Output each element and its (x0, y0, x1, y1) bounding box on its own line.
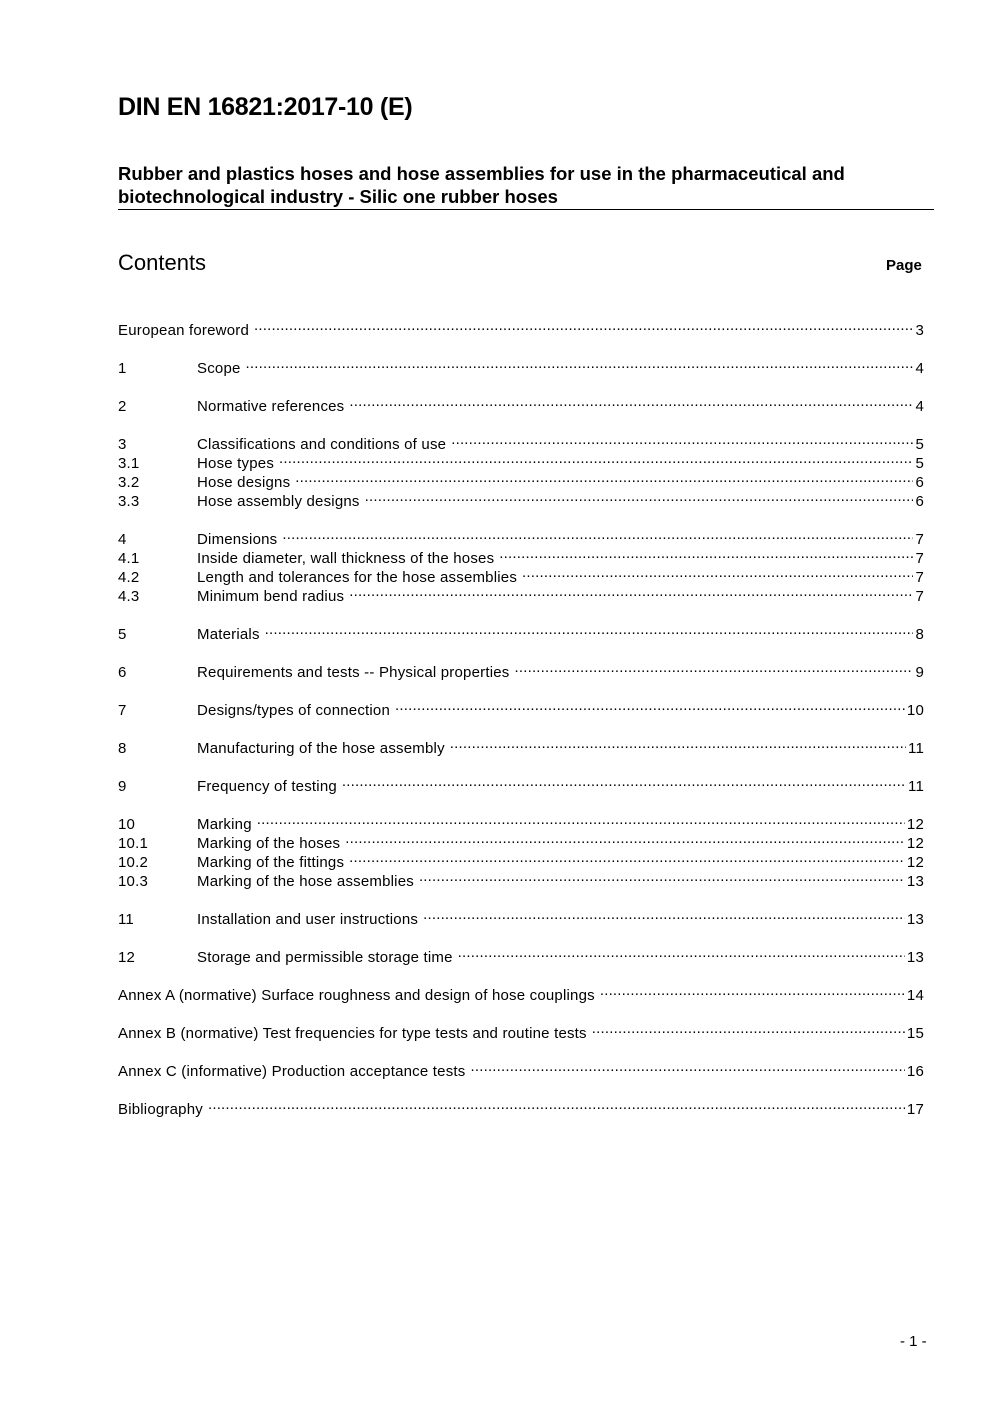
page-number: - 1 - (900, 1333, 927, 1350)
toc-entry-number: 4.3 (118, 588, 140, 605)
toc-entry-number: 8 (118, 740, 127, 757)
toc-leader (345, 829, 905, 848)
toc-entry-number: 7 (118, 702, 127, 719)
document-subtitle (118, 162, 934, 210)
toc-entry-page: 4 (915, 360, 924, 377)
toc-entry-page: 13 (906, 873, 924, 890)
toc-entry-title: Annex C (informative) Production acceptance tests (118, 1063, 466, 1080)
toc-leader (395, 696, 905, 715)
toc-entry[interactable] (118, 1095, 924, 1118)
toc-entry-title: Installation and user instructions (197, 911, 419, 928)
toc-entry-number: 3.3 (118, 493, 140, 510)
toc-entry-number: 9 (118, 778, 127, 795)
toc-entry-page: 7 (915, 588, 924, 605)
toc-entry-title: Bibliography (118, 1101, 203, 1118)
toc-entry-page: 16 (906, 1063, 924, 1080)
toc-entry-title: Classifications and conditions of use (197, 436, 447, 453)
toc-leader (257, 810, 905, 829)
toc-entry-number: 1 (118, 360, 127, 377)
toc-entry-page: 12 (906, 835, 924, 852)
table-of-contents (118, 316, 924, 1118)
toc-entry-page: 5 (915, 455, 924, 472)
toc-leader (423, 905, 905, 924)
toc-entry-number: 6 (118, 664, 127, 681)
toc-entry[interactable] (118, 810, 924, 833)
toc-leader (282, 525, 913, 544)
toc-leader (470, 1057, 904, 1076)
toc-leader (514, 658, 913, 677)
toc-entry-number: 12 (118, 949, 136, 966)
toc-entry-page: 6 (915, 493, 924, 510)
toc-entry-number: 3.1 (118, 455, 140, 472)
toc-leader (458, 943, 905, 962)
toc-leader (365, 487, 914, 506)
toc-entry-title: Storage and permissible storage time (197, 949, 453, 966)
toc-leader (208, 1095, 905, 1114)
toc-entry[interactable] (118, 658, 924, 681)
toc-entry-number: 4.1 (118, 550, 140, 567)
toc-entry-page: 3 (915, 322, 924, 339)
toc-entry-page: 5 (915, 436, 924, 453)
toc-entry-title: Scope (197, 360, 241, 377)
document-title: DIN EN 16821:2017-10 (E) (118, 93, 413, 121)
toc-entry-page: 6 (915, 474, 924, 491)
toc-leader (450, 734, 906, 753)
toc-entry-title: Annex B (normative) Test frequencies for type tests and routine tests (118, 1025, 587, 1042)
toc-entry-title: Frequency of testing (197, 778, 337, 795)
toc-entry-page: 8 (915, 626, 924, 643)
toc-leader (349, 582, 913, 601)
toc-entry-title: Length and tolerances for the hose assemblies (197, 569, 518, 586)
toc-entry-page: 17 (906, 1101, 924, 1118)
toc-entry-number: 4.2 (118, 569, 140, 586)
toc-entry[interactable] (118, 981, 924, 1004)
toc-leader (499, 544, 913, 563)
toc-entry-title: Designs/types of connection (197, 702, 391, 719)
toc-leader (342, 772, 906, 791)
toc-entry[interactable] (118, 392, 924, 415)
toc-entry-page: 7 (915, 569, 924, 586)
toc-entry-number: 10.3 (118, 873, 148, 890)
toc-entry[interactable] (118, 696, 924, 719)
toc-leader (419, 867, 905, 886)
toc-entry-number: 10.2 (118, 854, 148, 871)
toc-entry[interactable] (118, 905, 924, 928)
toc-entry-title: Marking (197, 816, 252, 833)
toc-entry-page: 4 (915, 398, 924, 415)
toc-entry-page: 13 (906, 949, 924, 966)
toc-entry-page: 7 (915, 531, 924, 548)
contents-heading: Contents (118, 250, 207, 275)
toc-entry[interactable] (118, 525, 924, 548)
toc-entry-title: European foreword (118, 322, 249, 339)
toc-leader (592, 1019, 905, 1038)
toc-entry-title: Dimensions (197, 531, 278, 548)
toc-entry-title: Normative references (197, 398, 345, 415)
toc-entry-title: Materials (197, 626, 260, 643)
toc-leader (600, 981, 905, 1000)
toc-entry-page: 14 (906, 987, 924, 1004)
toc-leader (349, 848, 905, 867)
toc-leader (265, 620, 914, 639)
toc-entry-title: Marking of the fittings (197, 854, 345, 871)
toc-entry-page: 12 (906, 854, 924, 871)
page-column-heading: Page (886, 257, 922, 274)
toc-entry-number: 3 (118, 436, 127, 453)
toc-entry-number: 10.1 (118, 835, 148, 852)
toc-entry-title: Requirements and tests -- Physical properties (197, 664, 510, 681)
toc-entry[interactable] (118, 620, 924, 643)
toc-entry[interactable] (118, 316, 924, 339)
toc-entry-page: 11 (908, 740, 924, 757)
toc-entry-title: Hose assembly designs (197, 493, 360, 510)
toc-entry-page: 11 (908, 778, 924, 795)
toc-entry-title: Hose designs (197, 474, 291, 491)
toc-entry-number: 3.2 (118, 474, 140, 491)
toc-entry[interactable] (118, 772, 924, 795)
toc-entry[interactable] (118, 1019, 924, 1042)
toc-entry[interactable] (118, 430, 924, 453)
toc-entry-title: Marking of the hose assemblies (197, 873, 414, 890)
toc-leader (295, 468, 913, 487)
toc-entry-number: 2 (118, 398, 127, 415)
toc-entry[interactable] (118, 354, 924, 377)
toc-leader (451, 430, 913, 449)
toc-leader (254, 316, 913, 335)
toc-entry-page: 10 (906, 702, 924, 719)
toc-entry-page: 12 (906, 816, 924, 833)
toc-entry-page: 13 (906, 911, 924, 928)
toc-entry[interactable] (118, 943, 924, 966)
toc-entry-title: Hose types (197, 455, 275, 472)
toc-entry-number: 10 (118, 816, 136, 833)
toc-entry-title: Annex A (normative) Surface roughness and design of hose couplings (118, 987, 595, 1004)
toc-entry-page: 9 (915, 664, 924, 681)
toc-entry[interactable] (118, 734, 924, 757)
toc-leader (246, 354, 914, 373)
toc-entry-title: Marking of the hoses (197, 835, 341, 852)
toc-entry-title: Minimum bend radius (197, 588, 345, 605)
toc-entry-number: 5 (118, 626, 127, 643)
toc-leader (522, 563, 913, 582)
toc-leader (349, 392, 913, 411)
toc-entry-number: 4 (118, 531, 127, 548)
toc-entry-page: 7 (915, 550, 924, 567)
toc-entry-title: Manufacturing of the hose assembly (197, 740, 445, 757)
toc-entry-page: 15 (906, 1025, 924, 1042)
toc-leader (279, 449, 913, 468)
subtitle-line-1: Rubber and plastics hoses and hose assemblies for use in the pharmaceutical and (118, 163, 845, 184)
toc-entry-title: Inside diameter, wall thickness of the hoses (197, 550, 495, 567)
toc-entry-number: 11 (118, 911, 134, 928)
toc-entry[interactable] (118, 1057, 924, 1080)
subtitle-line-2: biotechnological industry - Silic one rubber hoses (118, 186, 558, 207)
